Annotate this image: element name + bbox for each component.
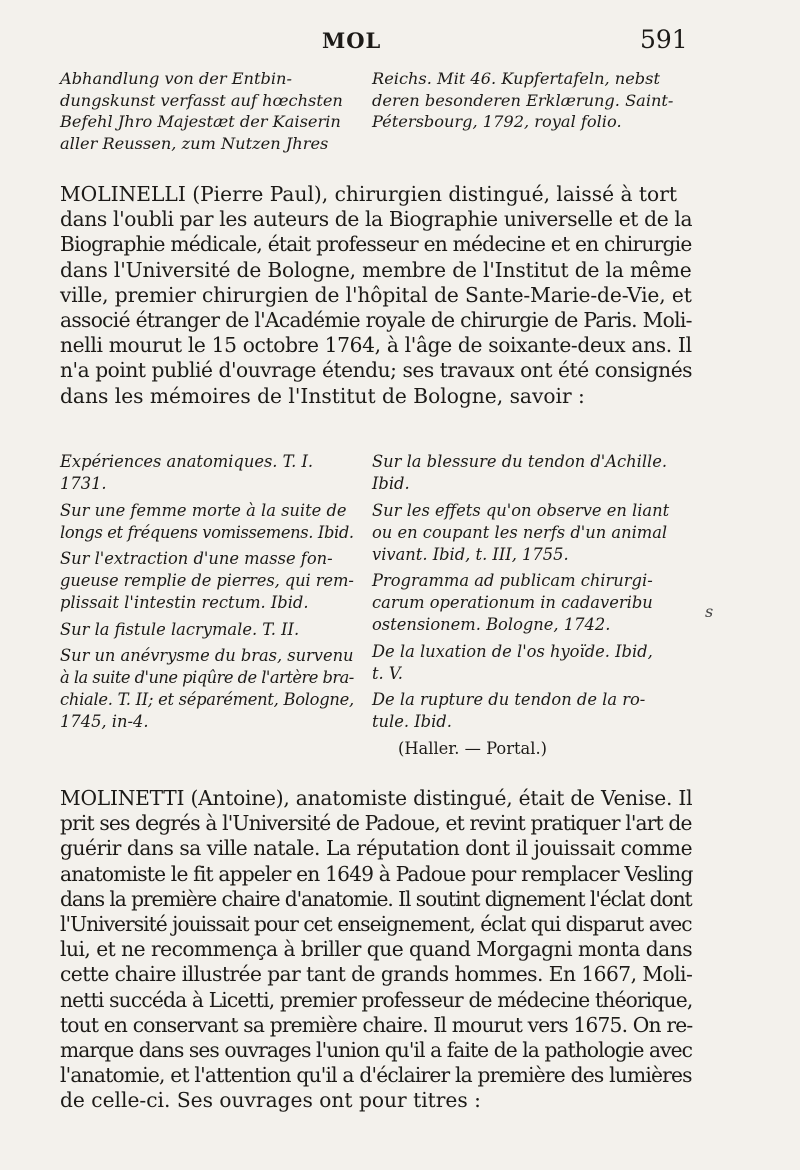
carryover-line: Abhandlung von der Entbin-	[60, 69, 292, 88]
carryover-line: dungskunst verfasst auf hœchsten	[60, 90, 343, 110]
entry-line: tout en conservant sa première chaire. Il mourut vers 1675. On re-	[60, 1012, 693, 1037]
works-list-left	[60, 451, 354, 738]
work-line: Sur un anévrysme du bras, survenu	[60, 646, 354, 666]
entry-line: l'anatomie, et l'attention qu'il a d'éclairer la première des lumières	[60, 1063, 692, 1088]
molinetti-entry	[60, 786, 692, 1114]
work-item	[60, 619, 354, 641]
work-item	[372, 641, 697, 685]
work-item	[372, 500, 697, 566]
work-item	[372, 689, 697, 733]
entry-line: MOLINETTI (Antoine), anatomiste distingué, était de Venise. Il	[60, 786, 693, 810]
work-line: Programma ad publicam chirurgi-	[372, 571, 653, 591]
entry-line: n'a point publié d'ouvrage étendu; ses travaux ont été consignés	[60, 358, 693, 383]
work-line: à la suite d'une piqûre de l'artère bra-	[60, 668, 354, 688]
work-line: Sur la blessure du tendon d'Achille.	[372, 452, 668, 471]
work-line: Expériences anatomiques. T. I.	[60, 452, 314, 471]
work-item	[60, 645, 354, 733]
work-line: gueuse remplie de pierres, qui rem-	[60, 571, 354, 591]
work-line: chiale. T. II; et séparément, Bologne,	[60, 690, 354, 710]
work-line: 1731.	[60, 474, 107, 493]
entry-line: associé étranger de l'Académie royale de chirurgie de Paris. Moli-	[60, 308, 692, 333]
work-line: Sur l'extraction d'une masse fon-	[60, 549, 333, 569]
entry-line: dans la première chaire d'anatomie. Il soutint dignement l'éclat dont	[60, 886, 692, 911]
entry-line: dans les mémoires de l'Institut de Bologne, savoir :	[60, 383, 585, 408]
entry-line: guérir dans sa ville natale. La réputation dont il jouissait comme	[60, 836, 693, 861]
work-line: Sur la fistule lacrymale. T. II.	[60, 619, 300, 639]
work-line: ostensionem. Bologne, 1742.	[372, 615, 611, 635]
work-line: tule. Ibid.	[372, 712, 452, 732]
page-number: 591	[640, 25, 688, 54]
entry-line: l'Université jouissait pour cet enseignement, éclat qui disparut avec	[60, 912, 692, 937]
work-line: ou en coupant les nerfs d'un animal	[372, 522, 668, 542]
work-item	[372, 451, 697, 495]
entry-line: dans l'oubli par les auteurs de la Biographie universelle et de la	[60, 207, 693, 232]
works-list-right	[372, 451, 697, 765]
entry-line: anatomiste le fit appeler en 1649 à Padoue pour remplacer Vesling	[60, 861, 693, 886]
entry-line: ville, premier chirurgien de l'hôpital de Sante-Marie-de-Vie, et	[60, 282, 692, 307]
work-line: 1745, in-4.	[60, 712, 149, 732]
work-line: vivant. Ibid, t. III, 1755.	[372, 544, 569, 564]
running-head: MOL	[322, 28, 382, 53]
work-item	[372, 570, 697, 636]
entry-line: cette chaire illustrée par tant de grands hommes. En 1667, Moli-	[60, 962, 693, 987]
entry-line: Biographie médicale, était professeur en médecine et en chirurgie	[60, 232, 692, 257]
carryover-line: Pétersbourg, 1792, royal folio.	[372, 112, 622, 131]
work-item	[60, 548, 354, 614]
work-item	[60, 451, 354, 495]
entry-line: prit ses degrés à l'Université de Padoue, et revint pratiquer l'art de	[60, 811, 692, 836]
carryover-line: Befehl Jhro Majestæt der Kaiserin	[60, 112, 341, 131]
carryover-line: aller Reussen, zum Nutzen Jhres	[60, 133, 329, 153]
entry-line: MOLINELLI (Pierre Paul), chirurgien distingué, laissé à tort	[60, 182, 677, 206]
molinelli-entry	[60, 182, 692, 409]
carryover-line: deren besonderen Erklærung. Saint-	[372, 90, 674, 110]
work-line: t. V.	[372, 663, 403, 683]
stray-mark: s	[705, 602, 714, 621]
carryover-right	[372, 68, 690, 133]
carryover-line: Reichs. Mit 46. Kupfertafeln, nebst	[372, 69, 660, 88]
entry-line: nelli mourut le 15 octobre 1764, à l'âge de soixante-deux ans. Il	[60, 333, 692, 358]
work-line: Sur les effets qu'on observe en liant	[372, 500, 670, 520]
work-line: Ibid.	[372, 474, 410, 493]
work-item	[60, 500, 354, 544]
work-line: longs et fréquens vomissemens. Ibid.	[60, 522, 354, 542]
work-line: De la rupture du tendon de la ro-	[372, 690, 646, 710]
work-line: De la luxation de l'os hyoïde. Ibid,	[372, 641, 653, 661]
work-line: plissait l'intestin rectum. Ibid.	[60, 593, 309, 613]
entry-line: lui, et ne recommença à briller que quand Morgagni monta dans	[60, 937, 693, 962]
work-line: carum operationum in cadaveribu	[372, 593, 653, 613]
entry-line: netti succéda à Licetti, premier professeur de médecine théorique,	[60, 987, 693, 1012]
entry-line: dans l'Université de Bologne, membre de l'Institut de la même	[60, 257, 692, 282]
entry-line: de celle-ci. Ses ouvrages ont pour titres :	[60, 1088, 481, 1113]
work-line: Sur une femme morte à la suite de	[60, 500, 347, 520]
source-attribution: (Haller. — Portal.)	[398, 738, 547, 758]
carryover-left	[60, 68, 350, 154]
entry-line: marque dans ses ouvrages l'union qu'il a faite de la pathologie avec	[60, 1038, 693, 1063]
